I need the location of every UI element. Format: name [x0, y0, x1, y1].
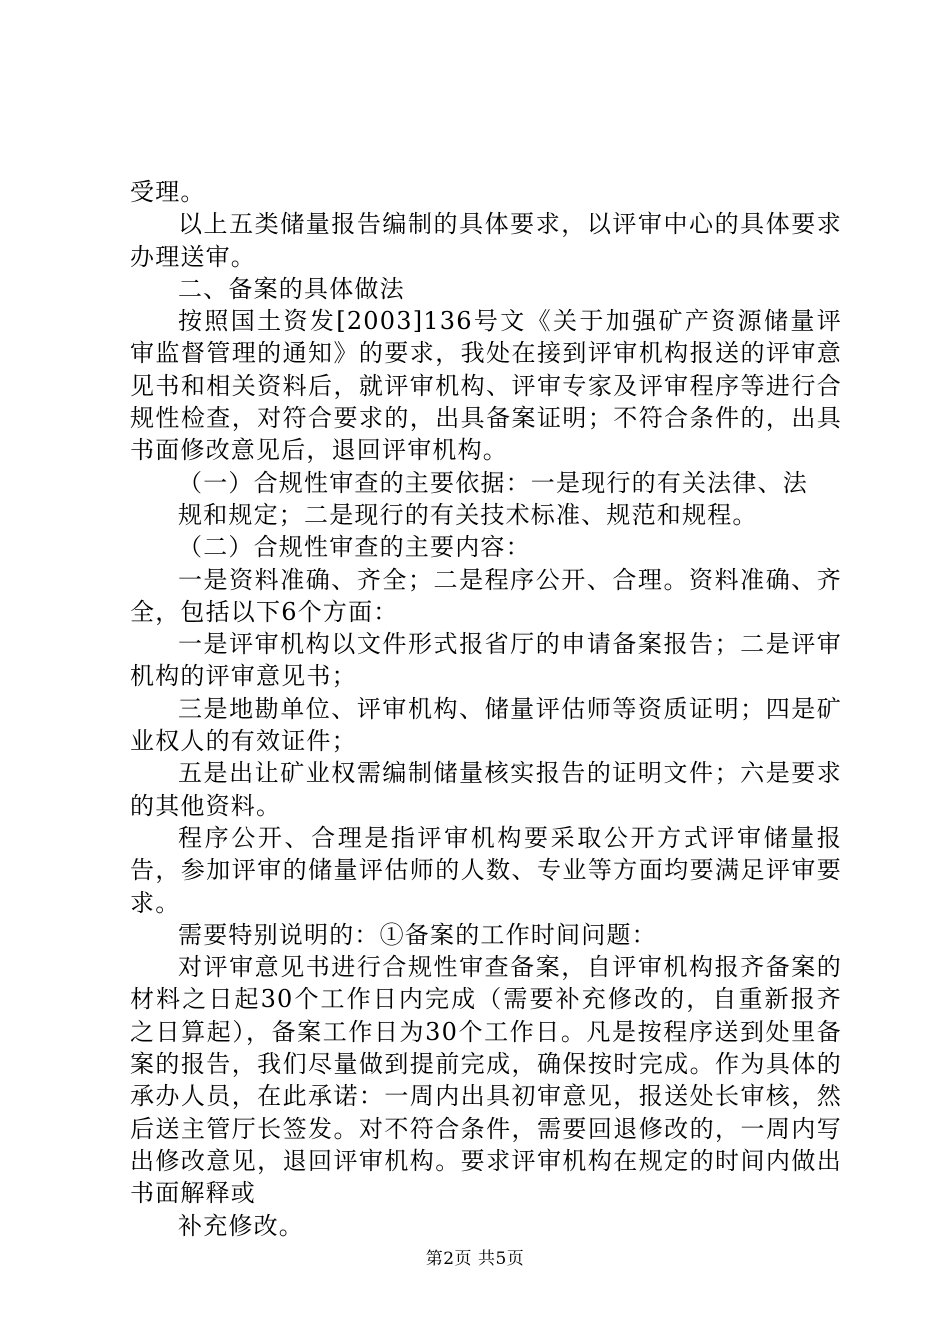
paragraph-5: （一）合规性审查的主要依据：一是现行的有关法律、法: [178, 468, 808, 497]
paragraph-14: 对评审意见书进行合规性审查备案，自评审机构报齐备案的材料之日起30个工作日内完成（需要补充修改的，自重新报齐之日算起），备案工作日为30个工作日。凡是按程序送到处里备案的报告，我们尽量做到提前完成，确保按时完成。作为具体的承办人员，在此承诺：一周内出具初审意见，报送处长审核，然后送主管厅长签发。对不符合条件，需要回退修改的，一周内写出修改意见，退回评审机构。要求评审机构在规定的时间内做出书面解释或: [130, 953, 842, 1208]
section-heading: 二、备案的具体做法: [178, 274, 405, 303]
paragraph-12: 程序公开、合理是指评审机构要采取公开方式评审储量报告，参加评审的储量评估师的人数、专业等方面均要满足评审要求。: [130, 823, 842, 917]
paragraph-7: （二）合规性审查的主要内容：: [178, 533, 531, 562]
page-footer: 第2页 共5页: [425, 1249, 525, 1269]
paragraph-9: 一是评审机构以文件形式报省厅的申请备案报告；二是评审机构的评审意见书；: [130, 630, 842, 691]
document-body: [130, 176, 842, 1242]
paragraph-10: 三是地勘单位、评审机构、储量评估师等资质证明；四是矿业权人的有效证件；: [130, 694, 842, 756]
paragraph-15: 补充修改。: [178, 1211, 304, 1240]
paragraph-11: 五是出让矿业权需编制储量核实报告的证明文件；六是要求的其他资料。: [130, 759, 842, 820]
paragraph-13: 需要特别说明的：①备案的工作时间问题：: [178, 920, 657, 949]
paragraph-4: 按照国土资发[2003]136号文《关于加强矿产资源储量评审监督管理的通知》的要求，我处在接到评审机构报送的评审意见书和相关资料后，就评审机构、评审专家及评审程序等进行合规性检查，对符合要求的，出具备案证明；不符合条件的，出具书面修改意见后，退回评审机构。: [130, 307, 842, 465]
paragraph-6: 规和规定；二是现行的有关技术标准、规范和规程。: [178, 500, 758, 529]
paragraph-1: 受理。: [130, 178, 206, 206]
paragraph-2: 以上五类储量报告编制的具体要求，以评审中心的具体要求办理送审。: [130, 210, 842, 271]
paragraph-8: 一是资料准确、齐全；二是程序公开、合理。资料准确、齐全，包括以下6个方面：: [130, 565, 842, 626]
